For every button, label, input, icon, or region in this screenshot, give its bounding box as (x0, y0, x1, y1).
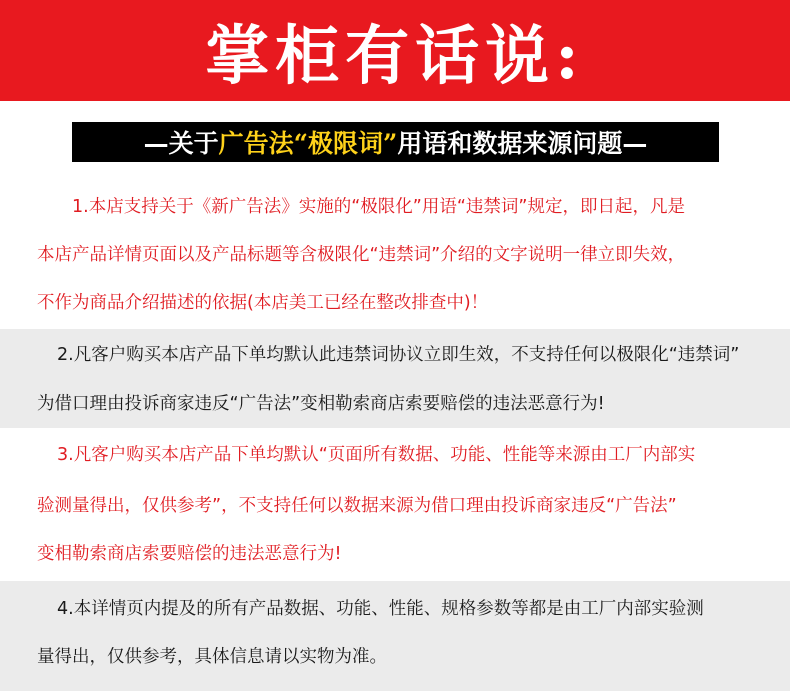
subtitle-prefix: —关于 (143, 129, 219, 158)
notice-1-line-2: 本店产品详情页面以及产品标题等含极限化“违禁词”介绍的文字说明一律立即失效， (37, 245, 686, 265)
notice-3-line-2: 验测量得出，仅供参考”，不支持任何以数据来源为借口理由投诉商家违反“广告法” (37, 496, 677, 516)
title-banner (0, 0, 790, 101)
subtitle-bar (72, 122, 719, 162)
notice-2-line-2: 为借口理由投诉商家违反“广告法”变相勒索商店索要赔偿的违法恶意行为! (37, 394, 605, 414)
notice-2-line-1: 2.凡客户购买本店产品下单均默认此违禁词协议立即生效，不支持任何以极限化“违禁词” (57, 345, 740, 365)
subtitle-suffix: 用语和数据来源问题— (397, 129, 648, 158)
notice-1-line-3: 不作为商品介绍描述的依据(本店美工已经在整改排查中)！ (37, 293, 489, 313)
notice-2 (0, 329, 790, 428)
notice-3-line-3: 变相勒索商店索要赔偿的违法恶意行为! (37, 544, 342, 564)
notice-1 (0, 180, 790, 329)
notice-4-line-1: 4.本详情页内提及的所有产品数据、功能、性能、规格参数等都是由工厂内部实验测 (57, 599, 704, 619)
subtitle-highlight: 广告法“极限词” (218, 129, 398, 158)
notice-3-line-1: 3.凡客户购买本店产品下单均默认“页面所有数据、功能、性能等来源由工厂内部实 (57, 445, 696, 465)
banner-title: 掌柜有话说: (205, 18, 585, 94)
notice-4-line-2: 量得出，仅供参考，具体信息请以实物为准。 (37, 647, 387, 667)
notice-1-line-1: 1.本店支持关于《新广告法》实施的“极限化”用语“违禁词”规定，即日起，凡是 (72, 197, 685, 217)
notice-4 (0, 581, 790, 691)
notice-3 (0, 428, 790, 581)
